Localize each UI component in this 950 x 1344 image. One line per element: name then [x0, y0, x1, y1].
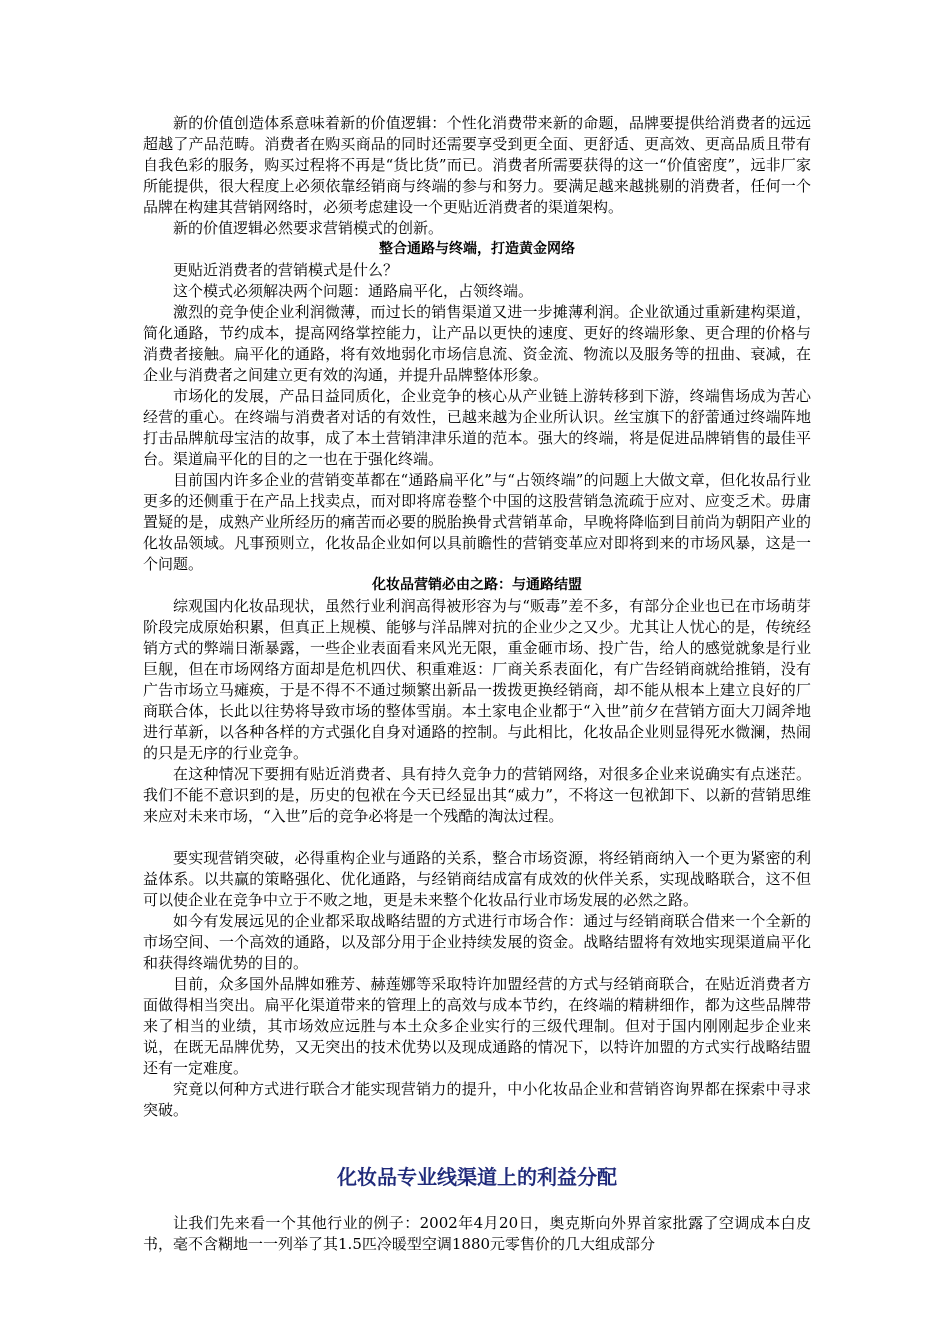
- paragraph: 新的价值逻辑必然要求营销模式的创新。: [173, 219, 444, 237]
- paragraph: 目前，众多国外品牌如雅芳、赫莲娜等采取特许加盟经营的方式与经销商联合，在贴近消费者方面做得相当突出。扁平化渠道带来的管理上的高效与成本节约，在终端的精耕细作，都为这些品牌带来了相当的业绩，其市场效应远胜与本土众多企业实行的三级代理制。但对于国内刚刚起步企业来说，在既无品牌优势，又无突出的技术优势以及现成通路的情况下，以特许加盟的方式实行战略结盟还有一定难度。: [143, 975, 811, 1077]
- article-title: 化妆品专业线渠道上的利益分配: [337, 1165, 617, 1189]
- document-page: [143, 113, 811, 1255]
- paragraph: 综观国内化妆品现状，虽然行业利润高得被形容为与“贩毒”差不多，有部分企业也已在市场萌芽阶段完成原始积累，但真正上规模、能够与洋品牌对抗的企业少之又少。尤其让人忧心的是，传统经销方式的弊端日渐暴露，一些企业表面看来风光无限，重金砸市场、投广告，给人的感觉就象是行业巨舰，但在市场网络方面却是危机四伏、积重难返：厂商关系表面化，有广告经销商就给推销，没有广告市场立马瘫痪，于是不得不不通过频繁出新品一拨拨更换经销商，却不能从根本上建立良好的厂商联合体，长此以往势将导致市场的整体雪崩。本土家电企业都于“入世”前夕在营销方面大刀阔斧地进行革新，以各种各样的方式强化自身对通路的控制。与此相比，化妆品企业则显得死水微澜，热闹的只是无序的行业竞争。: [143, 597, 811, 762]
- paragraph: 究竟以何种方式进行联合才能实现营销力的提升，中小化妆品企业和营销咨询界都在探索中寻求突破。: [143, 1080, 811, 1119]
- section-heading: 化妆品营销必由之路：与通路结盟: [372, 577, 582, 593]
- paragraph: 更贴近消费者的营销模式是什么？: [173, 261, 399, 279]
- paragraph: 让我们先来看一个其他行业的例子：2002年4月20日，奥克斯向外界首家批露了空调成本白皮书，毫不含糊地一一列举了其1.5匹冷暖型空调1880元零售价的几大组成部分: [143, 1214, 811, 1253]
- paragraph: 在这种情况下要拥有贴近消费者、具有持久竞争力的营销网络，对很多企业来说确实有点迷茫。我们不能不意识到的是，历史的包袱在今天已经显出其“威力”，不将这一包袱卸下、以新的营销思维来应对未来市场，“入世”后的竞争必将是一个残酷的淘汰过程。: [143, 765, 811, 825]
- section-heading: 整合通路与终端，打造黄金网络: [379, 241, 575, 257]
- paragraph: 新的价值创造体系意味着新的价值逻辑：个性化消费带来新的命题，品牌要提供给消费者的远远超越了产品范畴。消费者在购买商品的同时还需要享受到更全面、更舒适、更高效、更高品质且带有自我色彩的服务，购买过程将不再是“货比货”而已。消费者所需要获得的这一“价值密度”，远非厂家所能提供，很大程度上必须依靠经销商与终端的参与和努力。要满足越来越挑剔的消费者，任何一个品牌在构建其营销网络时，必须考虑建设一个更贴近消费者的渠道架构。: [143, 114, 811, 216]
- blank-line: [143, 827, 811, 848]
- paragraph: 市场化的发展，产品日益同质化，企业竞争的核心从产业链上游转移到下游，终端售场成为苦心经营的重心。在终端与消费者对话的有效性，已越来越为企业所认识。丝宝旗下的舒蕾通过终端阵地打击品牌航母宝洁的故事，成了本土营销津津乐道的范本。强大的终端，将是促进品牌销售的最佳平台。渠道扁平化的目的之一也在于强化终端。: [143, 387, 811, 468]
- paragraph: 这个模式必须解决两个问题：通路扁平化，占领终端。: [173, 282, 534, 300]
- paragraph: 如今有发展远见的企业都采取战略结盟的方式进行市场合作：通过与经销商联合借来一个全新的市场空间、一个高效的通路，以及部分用于企业持续发展的资金。战略结盟将有效地实现渠道扁平化和获得终端优势的目的。: [143, 912, 811, 972]
- paragraph: 要实现营销突破，必得重构企业与通路的关系，整合市场资源，将经销商纳入一个更为紧密的利益体系。以共赢的策略强化、优化通路，与经销商结成富有成效的伙伴关系，实现战略联合，这不但可以使企业在竞争中立于不败之地，更是未来整个化妆品行业市场发展的必然之路。: [143, 849, 811, 909]
- paragraph: 激烈的竞争使企业利润微薄，而过长的销售渠道又进一步摊薄利润。企业欲通过重新建构渠道，简化通路，节约成本，提高网络掌控能力，让产品以更快的速度、更好的终端形象、更合理的价格与消费者接触。扁平化的通路，将有效地弱化市场信息流、资金流、物流以及服务等的扭曲、衰减，在企业与消费者之间建立更有效的沟通，并提升品牌整体形象。: [143, 303, 811, 384]
- paragraph: 目前国内许多企业的营销变革都在“通路扁平化”与“占领终端”的问题上大做文章，但化妆品行业更多的还侧重于在产品上找卖点，而对即将席卷整个中国的这股营销急流疏于应对、应变乏术。毋庸置疑的是，成熟产业所经历的痛苦而必要的脱胎换骨式营销革命，早晚将降临到目前尚为朝阳产业的化妆品领域。凡事预则立，化妆品企业如何以具前瞻性的营销变革应对即将到来的市场风暴，这是一个问题。: [143, 471, 811, 573]
